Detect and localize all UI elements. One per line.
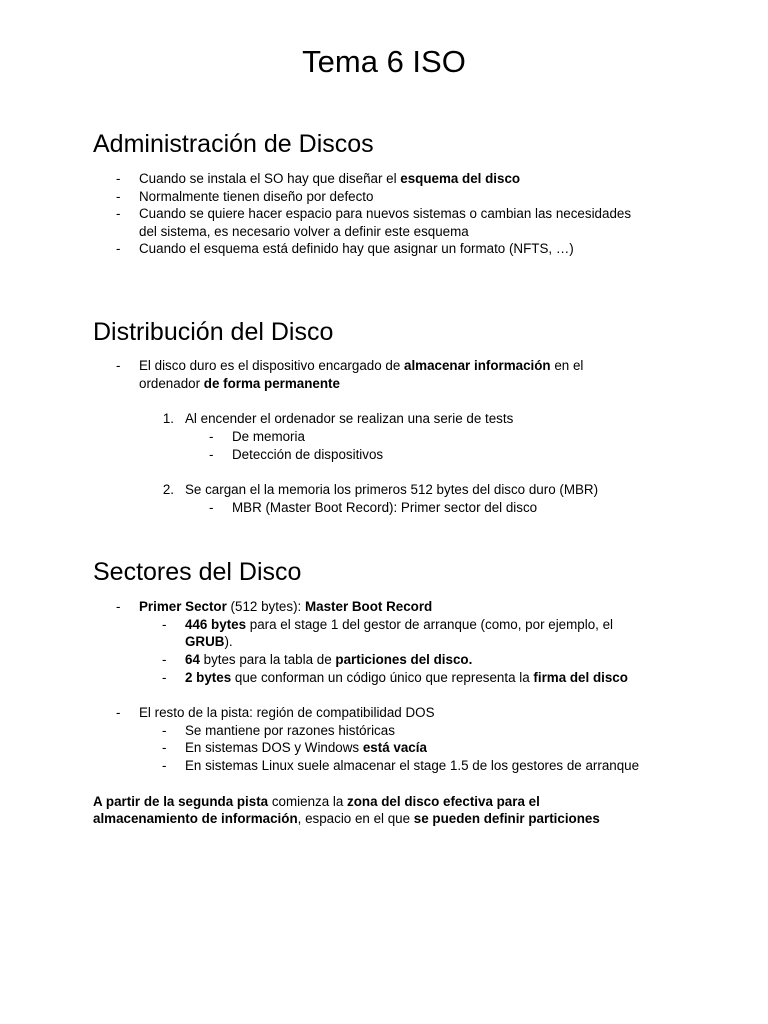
bullet-dash: - [116,358,121,373]
numbered-item: Se cargan el la memoria los primeros 512 bytes del disco duro (MBR) [185,482,599,497]
bullet-dash: - [116,599,121,614]
bullet-dash: - [162,723,167,738]
list-item: Primer Sector (512 bytes): Master Boot Record [139,599,433,614]
sub-list-item: Se mantiene por razones históricas [185,723,395,738]
list-item-continuation: del sistema, es necesario volver a definir este esquema [139,224,469,239]
sub-list-item: Detección de dispositivos [232,447,384,462]
bullet-dash: - [162,652,167,667]
document-title: Tema 6 ISO [302,44,466,79]
bullet-dash: - [162,740,167,755]
list-number: 2. [162,482,174,497]
list-item: Normalmente tienen diseño por defecto [139,189,374,204]
sub-list-item-continuation: GRUB). [185,634,233,649]
sub-list-item: 446 bytes para el stage 1 del gestor de arranque (como, por ejemplo, el [185,617,614,632]
bullet-dash: - [116,705,121,720]
list-item-continuation: ordenador de forma permanente [139,376,340,391]
sub-list-item: 2 bytes que conforman un código único que representa la firma del disco [185,670,628,685]
sub-list-item: En sistemas Linux suele almacenar el stage 1.5 de los gestores de arranque [185,758,640,773]
bullet-dash: - [209,447,214,462]
bullet-dash: - [162,617,167,632]
bullet-dash: - [209,500,214,515]
heading-distribucion-disco: Distribución del Disco [93,318,334,346]
list-item: Cuando se quiere hacer espacio para nuevos sistemas o cambian las necesidades [139,206,632,221]
list-number: 1. [162,411,174,426]
paragraph-line: almacenamiento de información, espacio en el que se pueden definir particiones [93,811,600,826]
bullet-dash: - [209,429,214,444]
heading-administracion-discos: Administración de Discos [93,130,374,158]
bullet-dash: - [116,241,121,256]
list-item: Cuando el esquema está definido hay que asignar un formato (NFTS, …) [139,241,574,256]
bullet-dash: - [162,758,167,773]
sub-list-item: MBR (Master Boot Record): Primer sector del disco [232,500,538,515]
numbered-item: Al encender el ordenador se realizan una serie de tests [185,411,514,426]
paragraph-line: A partir de la segunda pista comienza la zona del disco efectiva para el [93,794,540,809]
heading-sectores-disco: Sectores del Disco [93,558,302,586]
sub-list-item: En sistemas DOS y Windows está vacía [185,740,427,755]
list-item: Cuando se instala el SO hay que diseñar el esquema del disco [139,171,521,186]
bullet-dash: - [162,670,167,685]
sub-list-item: De memoria [232,429,305,444]
bullet-dash: - [116,206,121,221]
sub-list-item: 64 bytes para la tabla de particiones del disco. [185,652,473,667]
list-item: El disco duro es el dispositivo encargado de almacenar información en el [139,358,584,373]
bullet-dash: - [116,189,121,204]
list-item: El resto de la pista: región de compatibilidad DOS [139,705,435,720]
bullet-dash: - [116,171,121,186]
